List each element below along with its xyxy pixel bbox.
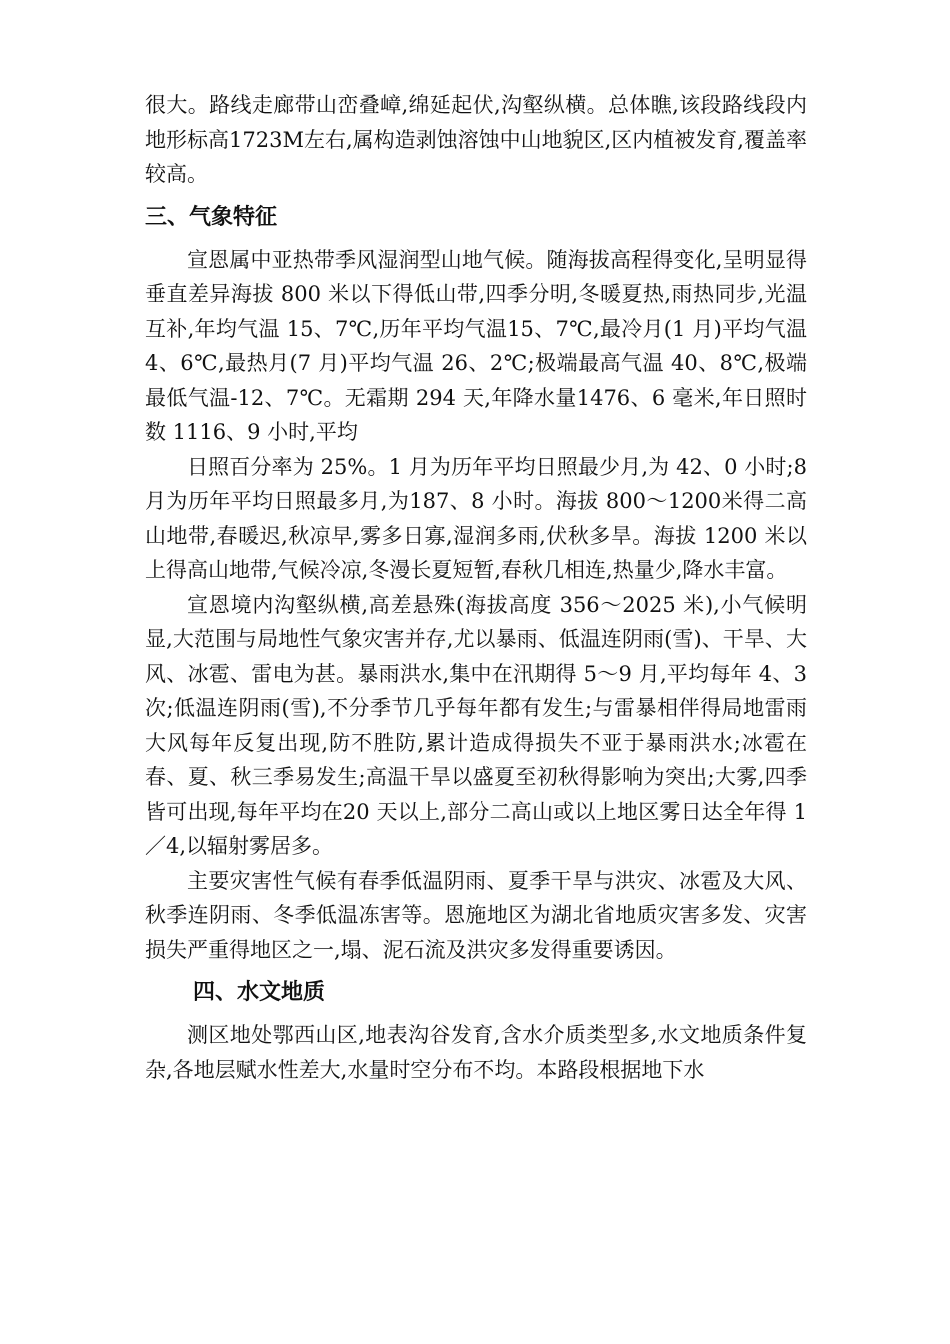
paragraph-climate-overview: 宣恩属中亚热带季风湿润型山地气候。随海拔高程得变化,呈明显得垂直差异海拔 800 米以下得低山带,四季分明,冬暖夏热,雨热同步,光温互补,年均气温 15、7℃,历年平均气温15、7℃,最冷月(1 月)平均气温 4、6℃,最热月(7 月)平均气温 26、2℃;极端最高气温 40、8℃,极端最低气温-12、7℃。无霜期 294 天,年降水量1476、6 毫米,年日照时数 1116、9 小时,平均 bbox=[145, 247, 807, 444]
heading-hydrogeology: 四、水文地质 bbox=[193, 980, 326, 1005]
paragraph-microclimate: 宣恩境内沟壑纵横,高差悬殊(海拔高度 356～2025 米),小气候明显,大范围与局地性气象灾害并存,尤以暴雨、低温连阴雨(雪)、干旱、大风、冰雹、雷电为甚。暴雨洪水,集中在汛期得 5～9 月,平均每年 4、3 次;低温连阴雨(雪),不分季节几乎每年都有发生;与雷暴相伴得局地雷雨大风每年反复出现,防不胜防,累计造成得损失不亚于暴雨洪水;冰雹在春、夏、秋三季易发生;高温干旱以盛夏至初秋得影响为突出;大雾,四季皆可出现,每年平均在20 天以上,部分二高山或以上地区雾日达全年得 1／4,以辐射雾居多。 bbox=[145, 592, 807, 858]
heading-climate: 三、气象特征 bbox=[145, 204, 278, 230]
document-page bbox=[145, 88, 807, 1087]
paragraph-terrain: 很大。路线走廊带山峦叠嶂,绵延起伏,沟壑纵横。总体瞧,该段路线段内地形标高1723M左右,属构造剥蚀溶蚀中山地貌区,区内植被发育,覆盖率较高。 bbox=[145, 93, 807, 186]
paragraph-sunshine: 日照百分率为 25%。1 月为历年平均日照最少月,为 42、0 小时;8 月为历年平均日照最多月,为187、8 小时。海拔 800～1200米得二高山地带,春暖迟,秋凉早,雾多日寡,湿润多雨,伏秋多旱。海拔 1200 米以上得高山地带,气候冷凉,冬漫长夏短暂,春秋几相连,热量少,降水丰富。 bbox=[145, 454, 807, 582]
paragraph-disasters: 主要灾害性气候有春季低温阴雨、夏季干旱与洪灾、冰雹及大风、秋季连阴雨、冬季低温冻害等。恩施地区为湖北省地质灾害多发、灾害损失严重得地区之一,塌、泥石流及洪灾多发得重要诱因。 bbox=[145, 868, 807, 962]
paragraph-hydrogeology: 测区地处鄂西山区,地表沟谷发育,含水介质类型多,水文地质条件复杂,各地层赋水性差大,水量时空分布不均。本路段根据地下水 bbox=[145, 1023, 807, 1082]
